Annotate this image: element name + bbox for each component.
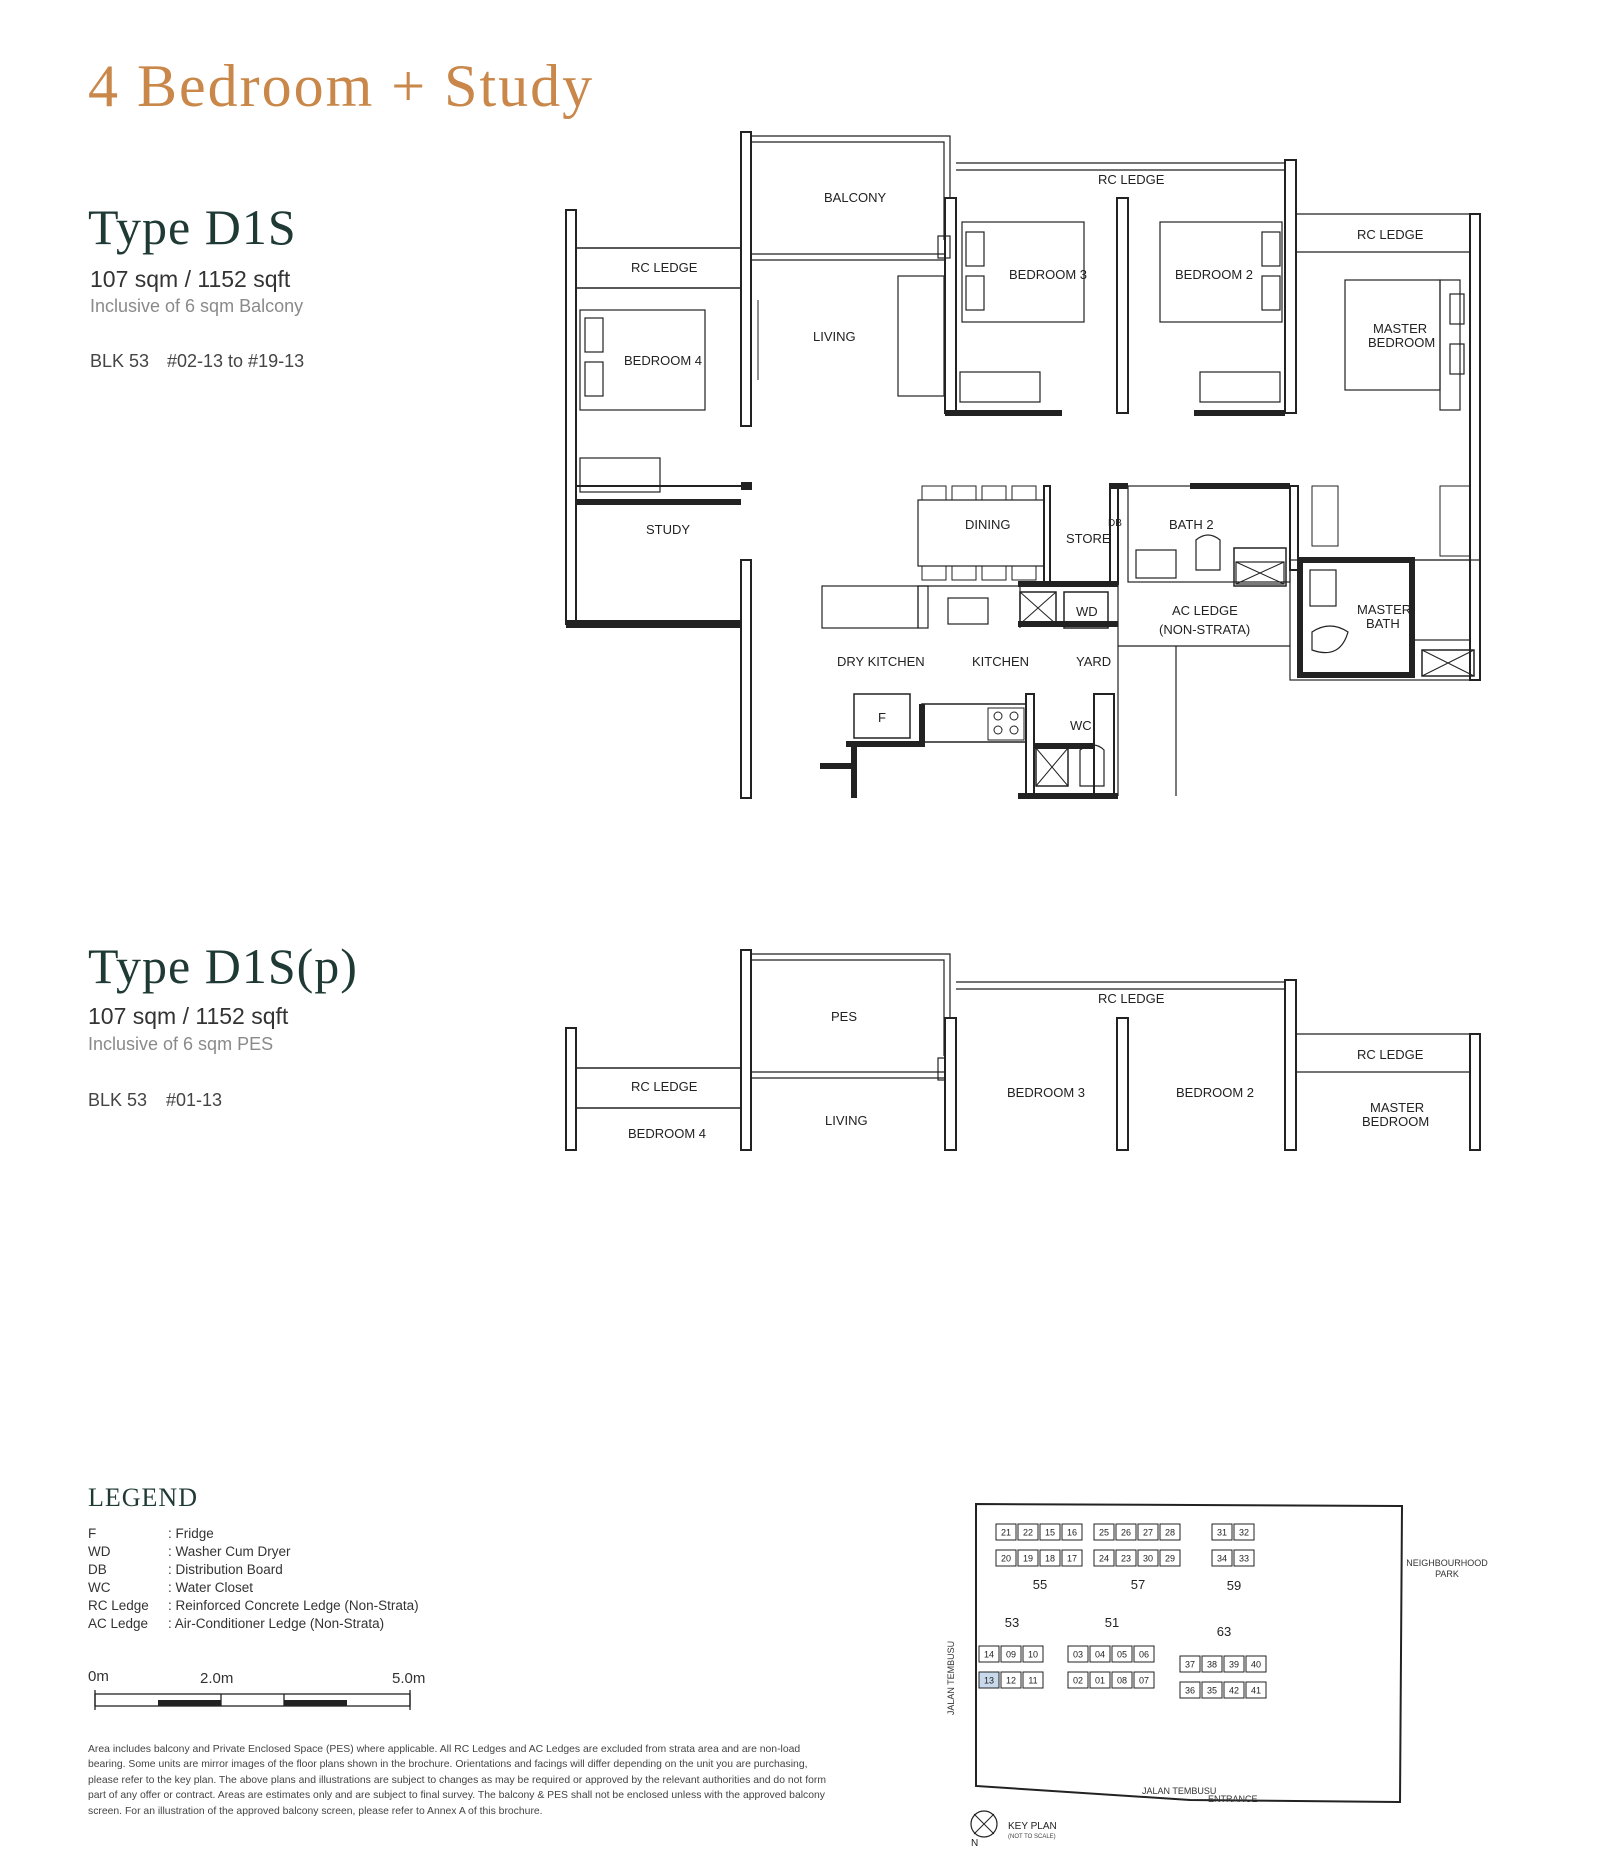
key-plan-label: KEY PLAN bbox=[1008, 1821, 1057, 1832]
key-plan-unit-number: 12 bbox=[1005, 1675, 1017, 1686]
key-plan-unit-number: 35 bbox=[1206, 1685, 1218, 1696]
unit-block: BLK 53 bbox=[90, 351, 150, 371]
key-plan-unit-number: 41 bbox=[1250, 1685, 1262, 1696]
key-plan-unit-number: 26 bbox=[1120, 1527, 1132, 1538]
key-plan-unit-number: 09 bbox=[1005, 1649, 1017, 1660]
disclaimer-text: Area includes balcony and Private Enclosed Space (PES) where applicable. All RC Ledges and AC Ledges are excluded from strata area and are non-load bearing. Some units are mirror images of the floor plans shown in the brochure. Orientations and facings will differ depending on the unit you are purchasing, please refer to the key plan. The above plans and illustrations are subject to changes as may be required or approved by the relevant authorities and do not form part of any offer or contract. Areas are estimates only and are subject to final survey. The balcony & PES shall not be enclosed unless with the approved balcony screen. For an illustration of the approved balcony screen, please refer to Annex A of this brochure. bbox=[88, 1744, 826, 1817]
unit-type-title: Type D1S(p) bbox=[88, 938, 358, 994]
key-plan-unit-number: 38 bbox=[1206, 1659, 1218, 1670]
room-label: BATH 2 bbox=[1169, 517, 1214, 532]
key-plan-unit-number: 19 bbox=[1022, 1553, 1034, 1564]
key-plan-block-number: 63 bbox=[1216, 1624, 1232, 1639]
key-plan-unit-number: 21 bbox=[1000, 1527, 1012, 1538]
unit-area: 107 sqm / 1152 sqft bbox=[88, 1003, 289, 1029]
room-label: WD bbox=[1076, 604, 1098, 619]
legend-item: RC Ledge : Reinforced Concrete Ledge (Non-Strata) bbox=[88, 1598, 419, 1613]
key-plan-block-number: 53 bbox=[1004, 1615, 1020, 1630]
key-plan-unit-number: 11 bbox=[1028, 1675, 1038, 1686]
unit-type-title: Type D1S bbox=[88, 199, 297, 255]
entrance-label: ENTRANCE bbox=[1208, 1794, 1258, 1804]
park-label: PARK bbox=[1435, 1569, 1459, 1579]
room-label: KITCHEN bbox=[972, 654, 1030, 669]
key-plan-block-number: 51 bbox=[1104, 1615, 1120, 1630]
key-plan-unit-number: 23 bbox=[1120, 1553, 1132, 1564]
room-label: BALCONY bbox=[824, 190, 887, 205]
room-label: BEDROOM 4 bbox=[624, 353, 703, 368]
room-label: BEDROOM 3 bbox=[1007, 1085, 1086, 1100]
room-label: MASTER bbox=[1357, 602, 1412, 617]
key-plan-unit-number: 34 bbox=[1216, 1553, 1228, 1564]
unit-floors: #02-13 to #19-13 bbox=[167, 351, 305, 371]
room-label: LIVING bbox=[813, 329, 856, 344]
legend-title: LEGEND bbox=[88, 1483, 198, 1512]
scale-label: 5.0m bbox=[392, 1670, 426, 1687]
room-label: AC LEDGE bbox=[1172, 603, 1238, 618]
room-label: RC LEDGE bbox=[1098, 172, 1165, 187]
wall bbox=[566, 210, 576, 624]
key-plan-unit-number: 24 bbox=[1098, 1553, 1110, 1564]
key-plan-unit-number: 18 bbox=[1044, 1553, 1056, 1564]
unit-inclusive: Inclusive of 6 sqm Balcony bbox=[90, 296, 304, 316]
room-label: DB bbox=[1108, 518, 1122, 529]
north-label: N bbox=[971, 1838, 979, 1849]
room-label: STORE bbox=[1066, 531, 1111, 546]
key-plan-unit-number: 32 bbox=[1238, 1527, 1250, 1538]
room-label: LIVING bbox=[825, 1113, 868, 1128]
key-plan-unit-number: 14 bbox=[983, 1649, 995, 1660]
road-label: JALAN TEMBUSU bbox=[946, 1640, 956, 1716]
key-plan-unit-number: 30 bbox=[1142, 1553, 1154, 1564]
key-plan-unit-number: 01 bbox=[1094, 1675, 1106, 1686]
key-plan-unit-number: 03 bbox=[1072, 1649, 1084, 1660]
floor-plan-d1s bbox=[0, 0, 1600, 820]
key-plan-unit-number: 04 bbox=[1094, 1649, 1106, 1660]
key-plan-block-number: 59 bbox=[1226, 1578, 1242, 1593]
room-label: BATH bbox=[1366, 616, 1400, 631]
legend-item: DB : Distribution Board bbox=[88, 1562, 283, 1577]
key-plan bbox=[940, 1496, 1540, 1856]
unit-block: BLK 53 bbox=[88, 1090, 148, 1110]
room-label: BEDROOM 2 bbox=[1176, 1085, 1255, 1100]
room-label: BEDROOM bbox=[1362, 1114, 1430, 1129]
road-label: JALAN TEMBUSU bbox=[1142, 1786, 1217, 1796]
wall bbox=[741, 560, 751, 798]
key-plan-unit-number: 08 bbox=[1116, 1675, 1128, 1686]
scale-bar bbox=[90, 1690, 420, 1716]
room-label: BEDROOM 2 bbox=[1175, 267, 1254, 282]
key-plan-sublabel: (NOT TO SCALE) bbox=[1008, 1834, 1056, 1840]
room-label: MASTER bbox=[1370, 1100, 1425, 1115]
key-plan-block-number: 57 bbox=[1130, 1577, 1146, 1592]
key-plan-blocks bbox=[979, 1524, 1266, 1698]
unit-inclusive: Inclusive of 6 sqm PES bbox=[88, 1034, 274, 1054]
key-plan-unit-number: 25 bbox=[1098, 1527, 1110, 1538]
key-plan-unit-number: 36 bbox=[1184, 1685, 1196, 1696]
key-plan-unit-number: 39 bbox=[1228, 1659, 1240, 1670]
key-plan-unit-number: 40 bbox=[1250, 1659, 1262, 1670]
key-plan-unit-number: 33 bbox=[1238, 1553, 1250, 1564]
scale-label: 0m bbox=[88, 1668, 109, 1685]
key-plan-unit-number: 27 bbox=[1142, 1527, 1154, 1538]
legend-item: WC : Water Closet bbox=[88, 1580, 254, 1595]
room-label: MASTER bbox=[1373, 321, 1428, 336]
room-label: STUDY bbox=[646, 522, 691, 537]
scale-label: 2.0m bbox=[200, 1670, 234, 1687]
key-plan-block-number: 55 bbox=[1032, 1577, 1048, 1592]
key-plan-unit-number: 31 bbox=[1216, 1527, 1228, 1538]
key-plan-unit-number: 17 bbox=[1066, 1553, 1078, 1564]
key-plan-unit-number: 37 bbox=[1184, 1659, 1196, 1670]
room-label: BEDROOM 4 bbox=[628, 1126, 707, 1141]
room-label: YARD bbox=[1076, 654, 1112, 669]
key-plan-unit-number: 15 bbox=[1044, 1527, 1056, 1538]
room-label: WC bbox=[1070, 718, 1092, 733]
key-plan-unit-number: 13 bbox=[983, 1675, 995, 1686]
key-plan-unit-number: 42 bbox=[1228, 1685, 1240, 1696]
room-label: PES bbox=[831, 1009, 858, 1024]
room-label: BEDROOM 3 bbox=[1009, 267, 1088, 282]
legend-item: F : Fridge bbox=[88, 1526, 214, 1541]
legend-item: WD : Washer Cum Dryer bbox=[88, 1544, 291, 1559]
key-plan-unit-number: 07 bbox=[1138, 1675, 1150, 1686]
key-plan-unit-number: 20 bbox=[1000, 1553, 1012, 1564]
park-label: NEIGHBOURHOOD bbox=[1406, 1558, 1488, 1568]
room-label: F bbox=[878, 710, 886, 725]
key-plan-unit-number: 06 bbox=[1138, 1649, 1150, 1660]
key-plan-unit-number: 16 bbox=[1066, 1527, 1078, 1538]
key-plan-unit-number: 02 bbox=[1072, 1675, 1084, 1686]
key-plan-unit-number: 10 bbox=[1027, 1649, 1039, 1660]
unit-area: 107 sqm / 1152 sqft bbox=[90, 266, 291, 292]
key-plan-unit-number: 05 bbox=[1116, 1649, 1128, 1660]
key-plan-unit-number: 22 bbox=[1022, 1527, 1034, 1538]
page-title: 4 Bedroom + Study bbox=[88, 53, 595, 119]
room-label: (NON-STRATA) bbox=[1159, 622, 1251, 637]
room-label: RC LEDGE bbox=[631, 1079, 698, 1094]
floor-plan-d1s-p bbox=[0, 940, 1600, 1160]
room-label: DRY KITCHEN bbox=[837, 654, 925, 669]
room-label: BEDROOM bbox=[1368, 335, 1436, 350]
room-label: RC LEDGE bbox=[1098, 991, 1165, 1006]
key-plan-unit-number: 29 bbox=[1164, 1553, 1176, 1564]
unit-floors: #01-13 bbox=[166, 1090, 223, 1110]
legend-item: AC Ledge : Air-Conditioner Ledge (Non-Strata) bbox=[88, 1616, 385, 1631]
room-label: RC LEDGE bbox=[631, 260, 698, 275]
room-label: DINING bbox=[965, 517, 1011, 532]
key-plan-unit-number: 28 bbox=[1164, 1527, 1176, 1538]
room-label: RC LEDGE bbox=[1357, 227, 1424, 242]
wall bbox=[741, 132, 751, 426]
room-label: RC LEDGE bbox=[1357, 1047, 1424, 1062]
